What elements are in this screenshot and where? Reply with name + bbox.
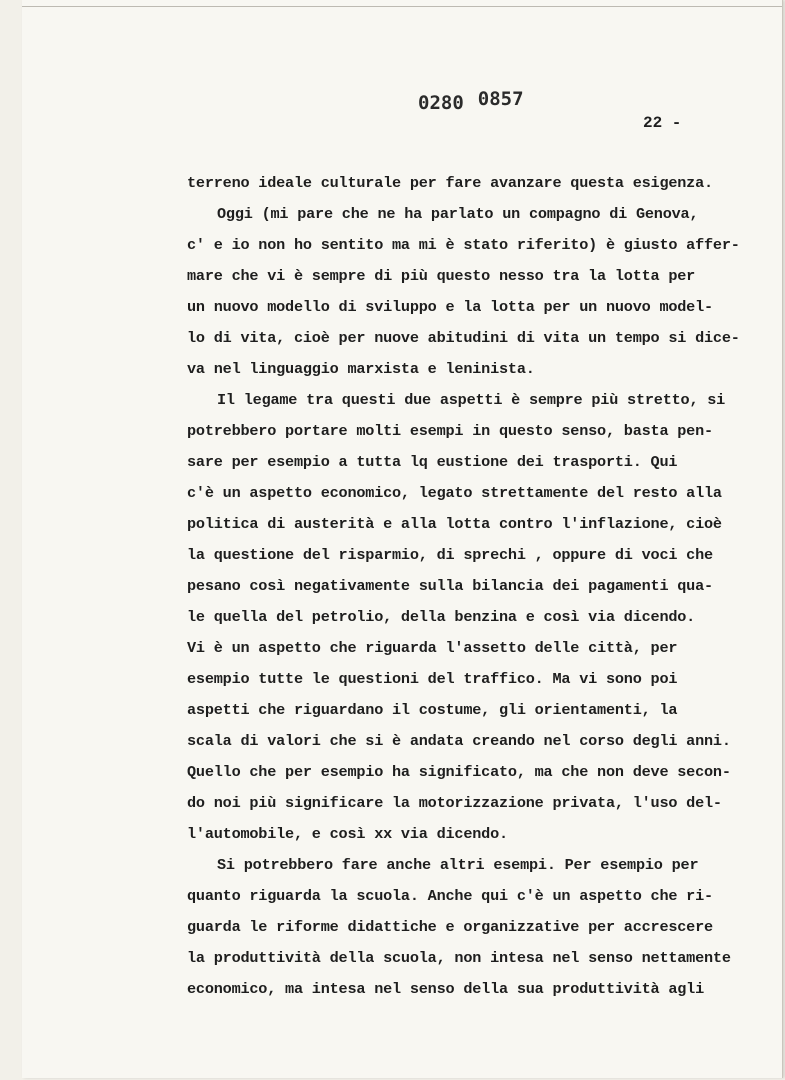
text-line: economico, ma intesa nel senso della sua produttività agli	[187, 980, 705, 998]
text-line: c'è un aspetto economico, legato strettamente del resto alla	[187, 484, 722, 502]
text-line: Si potrebbero fare anche altri esempi. Per esempio per	[217, 856, 699, 874]
text-line: la questione del risparmio, di sprechi , oppure di voci che	[187, 546, 713, 564]
text-line: l'automobile, e così xx via dicendo.	[187, 825, 508, 843]
text-line: la produttività della scuola, non intesa nel senso nettamente	[187, 949, 731, 967]
text-line: Quello che per esempio ha significato, ma che non deve secon-	[187, 763, 731, 781]
text-line: guarda le riforme didattiche e organizzative per accrescere	[187, 918, 713, 936]
text-line: potrebbero portare molti esempi in questo senso, basta pen-	[187, 422, 713, 440]
text-line: Vi è un aspetto che riguarda l'assetto delle città, per	[187, 639, 678, 657]
text-line: Oggi (mi pare che ne ha parlato un compagno di Genova,	[217, 205, 699, 223]
text-line: le quella del petrolio, della benzina e così via dicendo.	[187, 608, 696, 626]
text-line: sare per esempio a tutta lq eustione dei trasporti. Qui	[187, 453, 678, 471]
text-line: esempio tutte le questioni del traffico. Ma vi sono poi	[187, 670, 678, 688]
text-line: un nuovo modello di sviluppo e la lotta per un nuovo model-	[187, 298, 713, 316]
typed-text-body	[187, 168, 777, 1005]
text-line: c' e io non ho sentito ma mi è stato riferito) è giusto affer-	[187, 236, 740, 254]
text-line: terreno ideale culturale per fare avanzare questa esigenza.	[187, 174, 713, 192]
text-line: aspetti che riguardano il costume, gli orientamenti, la	[187, 701, 678, 719]
text-line: politica di austerità e alla lotta contro l'inflazione, cioè	[187, 515, 722, 533]
text-line: do noi più significare la motorizzazione privata, l'uso del-	[187, 794, 722, 812]
stamp-number-1: 0280	[418, 92, 464, 114]
text-line: scala di valori che si è andata creando nel corso degli anni.	[187, 732, 731, 750]
text-line: lo di vita, cioè per nuove abitudini di vita un tempo si dice-	[187, 329, 740, 347]
text-line: Il legame tra questi due aspetti è sempre più stretto, si	[217, 391, 726, 409]
page-number: 22 -	[643, 114, 682, 132]
text-line: va nel linguaggio marxista e leninista.	[187, 360, 535, 378]
top-edge-divider	[22, 6, 782, 7]
text-line: pesano così negativamente sulla bilancia dei pagamenti qua-	[187, 577, 713, 595]
text-line: mare che vi è sempre di più questo nesso tra la lotta per	[187, 267, 696, 285]
archive-stamp	[418, 88, 524, 114]
stamp-number-2: 0857	[477, 88, 524, 110]
text-line: quanto riguarda la scuola. Anche qui c'è un aspetto che ri-	[187, 887, 713, 905]
